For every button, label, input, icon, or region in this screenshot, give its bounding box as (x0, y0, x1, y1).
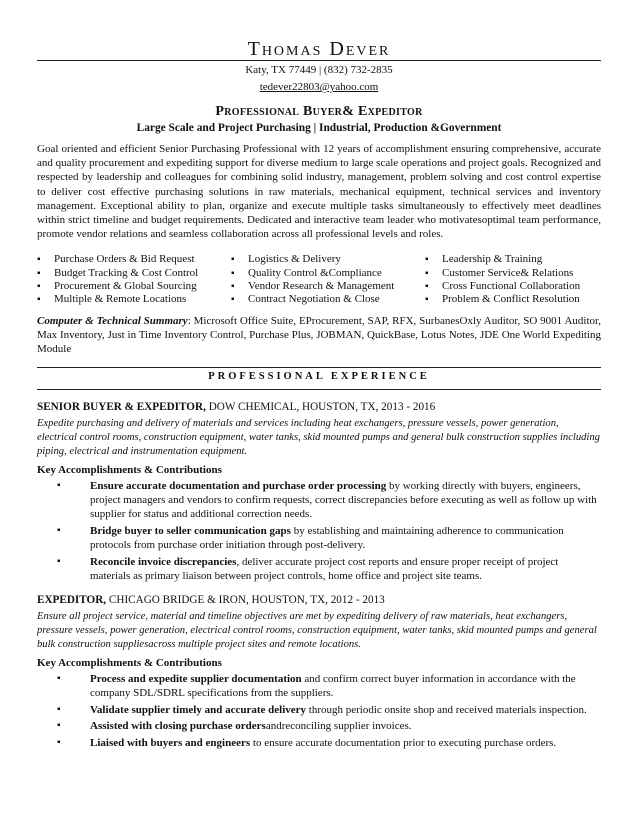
accomplishment-text: through periodic onsite shop and received materials inspection. (306, 703, 587, 716)
accomplishment-text: to ensure accurate documentation prior to executing purchase orders. (250, 737, 557, 750)
resume-page (37, 0, 601, 753)
skill-item: ▪ Budget Tracking & Cost Control (37, 267, 231, 280)
header-divider (37, 60, 601, 61)
accomplishments-heading: Key Accomplishments & Contributions (37, 463, 222, 476)
skill-item: ▪ Logistics & Delivery (231, 253, 425, 266)
skills-column-2 (231, 253, 425, 306)
job-description: Expedite purchasing and delivery of materials and services including heat exchangers, pressure vessels, power generation, electrical control rooms, construction equipment, water tanks, skid mounted pumps and general bulk construction supplies including piping, electrical and instrumentation equipment. (37, 418, 600, 457)
accomplishment-text: , deliver accurate project cost reports and ensure proper receipt of project materials as primary liaison between project controls, home office and project site teams. (90, 555, 559, 583)
accomplishment-text: andreconciling supplier invoices. (265, 720, 412, 733)
subheadline: Large Scale and Project Purchasing | Industrial, Production &Government (136, 122, 502, 134)
accomplishment-item (77, 736, 601, 750)
skill-item: ▪ Quality Control &Compliance (231, 267, 425, 280)
technical-summary-label: Computer & Technical Summary (37, 314, 188, 327)
job-title-2 (37, 593, 601, 607)
skill-item: ▪ Problem & Conflict Resolution (425, 293, 601, 306)
job-employer: CHICAGO BRIDGE & IRON, HOUSTON, TX, 2012 - 2013 (106, 594, 385, 607)
accomplishments-list (37, 672, 601, 751)
skill-item: ▪ Leadership & Training (425, 253, 601, 266)
job-employer: DOW CHEMICAL, HOUSTON, TX, 2013 - 2016 (205, 401, 436, 414)
accomplishment-item (77, 479, 601, 522)
skills-column-3 (425, 253, 601, 306)
skill-item: ▪ Vendor Research & Management (231, 280, 425, 293)
skills-grid (37, 253, 601, 306)
job-title-1 (37, 400, 601, 414)
job-description: Ensure all project service, material and timeline objectives are met by expediting delivery of raw materials, heat exchangers, pressure vessels, power generation, electrical control rooms, construction equipment, water tanks, skid mounted pumps and general bulk construction suppliesacross multiple project sites and remote locations. (37, 611, 597, 650)
accomplishment-item (77, 703, 601, 717)
accomplishment-lead: Bridge buyer to seller communication gaps (90, 524, 291, 537)
email-link[interactable]: tedever22803@yahoo.com (259, 81, 379, 93)
skills-column-1 (37, 253, 231, 306)
contact-line: Katy, TX 77449 | (832) 732-2835 (245, 64, 393, 76)
technical-summary (37, 314, 601, 357)
accomplishment-text: by working directly with buyers, engineers, project managers and vendors to confirm requests, correct discrepancies before executing as well as follow up with supplier for status and additional correction needs. (90, 479, 597, 521)
skill-item: ▪ Cross Functional Collaboration (425, 280, 601, 293)
accomplishment-lead: Validate supplier timely and accurate delivery (90, 703, 307, 716)
candidate-name: Thomas Dever (247, 38, 391, 60)
skill-item: ▪ Procurement & Global Sourcing (37, 280, 231, 293)
job-role: EXPEDITOR, (37, 594, 107, 607)
technical-summary-text: : Microsoft Office Suite, EProcurement, SAP, RFX, SurbanesOxly Auditor, SO 9001 Auditor, Max Inventory, Just in Time Inventory Control, Purchase Plus, JOBMAN, QuickBase, Lotus Notes, JDE One World Expediting Module (37, 314, 601, 356)
accomplishment-lead: Assisted with closing purchase orders (90, 720, 266, 733)
job-role: SENIOR BUYER & EXPEDITOR, (37, 401, 206, 414)
headline: Professional Buyer& Expeditor (215, 104, 423, 119)
accomplishment-lead: Liaised with buyers and engineers (90, 737, 251, 750)
accomplishment-item (77, 719, 601, 733)
skill-item: ▪ Contract Negotiation & Close (231, 293, 425, 306)
accomplishments-list (37, 479, 601, 584)
accomplishment-item (77, 555, 601, 583)
accomplishment-text: by establishing and maintaining adherence to communication protocols from purchase order initiation through post-delivery. (90, 524, 564, 552)
accomplishment-item (77, 672, 601, 700)
accomplishment-lead: Ensure accurate documentation and purchase order processing (90, 479, 387, 492)
skill-item: ▪ Multiple & Remote Locations (37, 293, 231, 306)
accomplishment-text: and confirm correct buyer information in accordance with the company SDL/SDRL specifications from the suppliers. (90, 672, 576, 699)
accomplishment-lead: Process and expedite supplier documentation (90, 672, 302, 685)
accomplishments-heading: Key Accomplishments & Contributions (37, 656, 222, 669)
skill-item: ▪ Purchase Orders & Bid Request (37, 253, 231, 266)
summary-paragraph: Goal oriented and efficient Senior Purchasing Professional with 12 years of accomplishment ensuring comprehensive, accurate and quality procurement and expediting support for diverse medium to large scale operations and project goals. Recognized and respected by leadership and colleagues for combining solid industry, management, problem solving and cost control expertise to deliver cost effective purchasing solutions in raw materials, mechanical equipment, technical services and inventory management. Exceptional ability to plan, organize and execute multiple tasks simultaneously to effectively meet deadlines within strict timeline and budget requirements. Dedicated and interactive team leader who motivatesoptimal team performance, promote vendor relations and seamless collaboration across all professional levels and roles. (37, 143, 601, 241)
accomplishment-item (77, 524, 601, 552)
section-title: PROFESSIONAL EXPERIENCE (208, 371, 430, 383)
skill-item: ▪ Customer Service& Relations (425, 267, 601, 280)
section-header-experience (37, 367, 601, 390)
accomplishment-lead: Reconcile invoice discrepancies (90, 555, 237, 568)
